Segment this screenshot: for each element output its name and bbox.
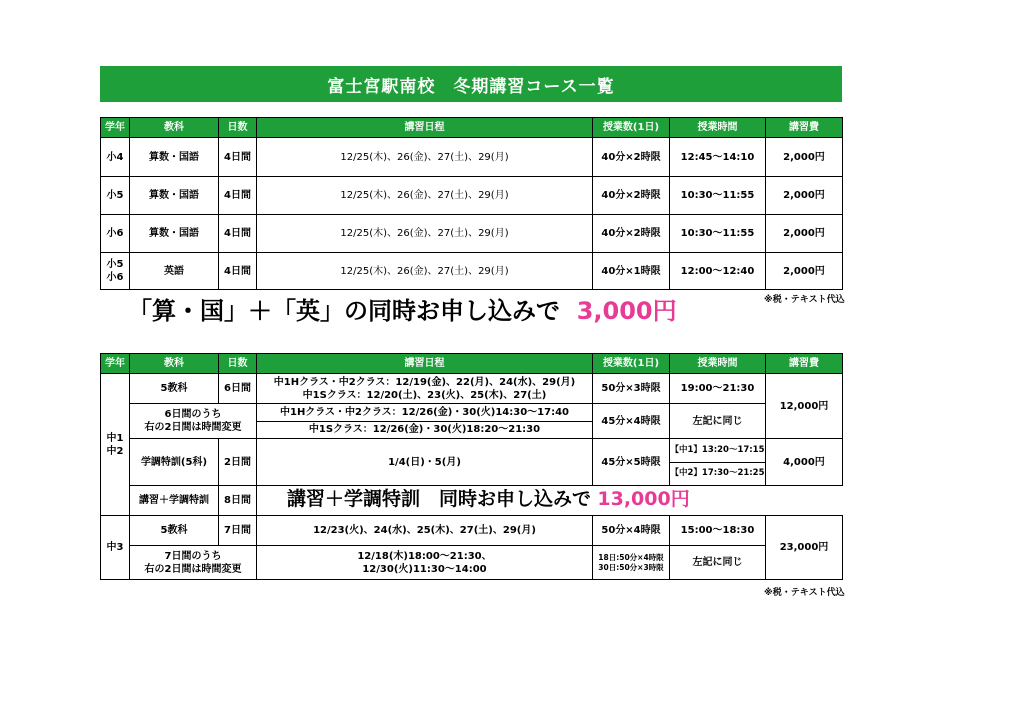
fee-cell: 2,000円 — [766, 215, 843, 253]
time-cell — [670, 439, 766, 486]
lessons-line: 30日:50分×3時限 — [598, 562, 664, 572]
page-title: 富士宮駅南校 冬期講習コース一覧 — [100, 66, 842, 102]
table-header-row — [101, 354, 843, 374]
lessons-cell — [593, 546, 670, 580]
header-schedule: 講習日程 — [257, 354, 593, 374]
grade-cell: 小5 — [101, 177, 130, 215]
table-row — [101, 486, 843, 516]
table-row — [101, 439, 843, 486]
days-cell: 6日間 — [219, 374, 257, 404]
lessons-line: 18日:50分×4時限 — [598, 552, 664, 562]
header-subject: 教科 — [130, 118, 219, 138]
subject-cell: 7日間のうち 右の2日間は時間変更 — [130, 546, 257, 580]
schedule-line: 12/30(火)11:30～14:00 — [362, 563, 487, 575]
subject-cell: 5教科 — [130, 516, 219, 546]
fee-cell: 2,000円 — [766, 138, 843, 177]
time-cell: 12:45～14:10 — [670, 138, 766, 177]
header-fee: 講習費 — [766, 354, 843, 374]
table-row — [101, 253, 843, 290]
days-cell: 7日間 — [219, 516, 257, 546]
subject-cell: 学調特訓(5科) — [130, 439, 219, 486]
grade-cell: 小4 — [101, 138, 130, 177]
table-row — [101, 516, 843, 546]
schedule-cell: 12/25(木)、26(金)、27(土)、29(月) — [257, 138, 593, 177]
schedule-cell — [257, 546, 593, 580]
combo-promo-cell — [257, 486, 843, 516]
fee-cell: 23,000円 — [766, 516, 843, 580]
header-subject: 教科 — [130, 354, 219, 374]
header-schedule: 講習日程 — [257, 118, 593, 138]
header-lessons: 授業数(1日) — [593, 118, 670, 138]
header-days: 日数 — [219, 354, 257, 374]
time-cell: 10:30～11:55 — [670, 215, 766, 253]
header-lessons: 授業数(1日) — [593, 354, 670, 374]
lessons-cell: 45分×5時限 — [593, 439, 670, 486]
subject-cell: 英語 — [130, 253, 219, 290]
schedule-line: 中1Hクラス・中2クラス：12/26(金)・30(火)14:30～17:40 — [279, 406, 570, 418]
lessons-cell: 50分×4時限 — [593, 516, 670, 546]
table-row — [101, 177, 843, 215]
days-cell: 8日間 — [219, 486, 257, 516]
days-cell: 4日間 — [219, 177, 257, 215]
combo-promo-price: 3,000円 — [576, 297, 677, 325]
table-header-row — [101, 118, 843, 138]
schedule-cell — [257, 374, 593, 404]
tax-note: ※税・テキスト代込 — [764, 295, 845, 305]
header-time: 授業時間 — [670, 354, 766, 374]
fee-cell: 12,000円 — [766, 374, 843, 439]
fee-cell: 2,000円 — [766, 253, 843, 290]
combo-promo-text: 「算・国」＋「英」の同時お申し込みで — [128, 297, 560, 325]
time-cell: 10:30～11:55 — [670, 177, 766, 215]
table-row — [101, 215, 843, 253]
days-cell: 4日間 — [219, 138, 257, 177]
tax-note-2: ※税・テキスト代込 — [764, 588, 845, 598]
schedule-cell: 12/23(火)、24(水)、25(木)、27(土)、29(月) — [257, 516, 593, 546]
combo-promo-text-2: 講習＋学調特訓 同時お申し込みで — [287, 487, 592, 510]
time-cell: 12:00～12:40 — [670, 253, 766, 290]
time-cell: 左記に同じ — [670, 404, 766, 439]
days-cell: 4日間 — [219, 215, 257, 253]
grade-cell: 小5 小6 — [101, 253, 130, 290]
table-row — [101, 546, 843, 580]
lessons-cell: 50分×3時限 — [593, 374, 670, 404]
table-row — [101, 138, 843, 177]
time-line: 【中2】17:30～21:25 — [670, 462, 765, 486]
lessons-cell: 45分×4時限 — [593, 404, 670, 439]
days-cell: 2日間 — [219, 439, 257, 486]
schedule-line: 12/18(木)18:00～21:30、 — [357, 550, 492, 562]
grade-cell: 中3 — [101, 516, 130, 580]
header-time: 授業時間 — [670, 118, 766, 138]
header-fee: 講習費 — [766, 118, 843, 138]
elementary-course-table — [100, 117, 843, 290]
subject-cell: 算数・国語 — [130, 138, 219, 177]
combo-promo-price-2: 13,000円 — [597, 487, 690, 510]
time-cell: 左記に同じ — [670, 546, 766, 580]
table-row — [101, 374, 843, 404]
schedule-line: 中1Sクラス：12/20(土)、23(火)、25(木)、27(土) — [302, 389, 547, 401]
subject-cell: 5教科 — [130, 374, 219, 404]
header-grade: 学年 — [101, 354, 130, 374]
schedule-cell — [257, 404, 593, 439]
subject-cell: 算数・国語 — [130, 215, 219, 253]
header-days: 日数 — [219, 118, 257, 138]
grade-cell: 小6 — [101, 215, 130, 253]
fee-cell: 4,000円 — [766, 439, 843, 486]
subject-cell: 講習＋学調特訓 — [130, 486, 219, 516]
table-row — [101, 404, 843, 439]
lessons-cell: 40分×1時限 — [593, 253, 670, 290]
schedule-cell: 12/25(木)、26(金)、27(土)、29(月) — [257, 253, 593, 290]
lessons-cell: 40分×2時限 — [593, 177, 670, 215]
schedule-cell: 12/25(木)、26(金)、27(土)、29(月) — [257, 177, 593, 215]
subject-cell: 算数・国語 — [130, 177, 219, 215]
lessons-cell: 40分×2時限 — [593, 138, 670, 177]
junior-high-course-table — [100, 353, 843, 580]
days-cell: 4日間 — [219, 253, 257, 290]
combo-promo — [128, 291, 677, 326]
time-line: 【中1】13:20～17:15 — [670, 444, 765, 455]
schedule-line: 中1Hクラス・中2クラス：12/19(金)、22(月)、24(水)、29(月) — [273, 376, 576, 388]
lessons-cell: 40分×2時限 — [593, 215, 670, 253]
fee-cell: 2,000円 — [766, 177, 843, 215]
grade-cell: 中1 中2 — [101, 374, 130, 516]
schedule-cell: 1/4(日)・5(月) — [257, 439, 593, 486]
time-cell: 15:00～18:30 — [670, 516, 766, 546]
schedule-line: 中1Sクラス：12/26(金)・30(火)18:20～21:30 — [257, 421, 592, 439]
subject-cell: 6日間のうち 右の2日間は時間変更 — [130, 404, 257, 439]
time-cell: 19:00～21:30 — [670, 374, 766, 404]
header-grade: 学年 — [101, 118, 130, 138]
schedule-cell: 12/25(木)、26(金)、27(土)、29(月) — [257, 215, 593, 253]
